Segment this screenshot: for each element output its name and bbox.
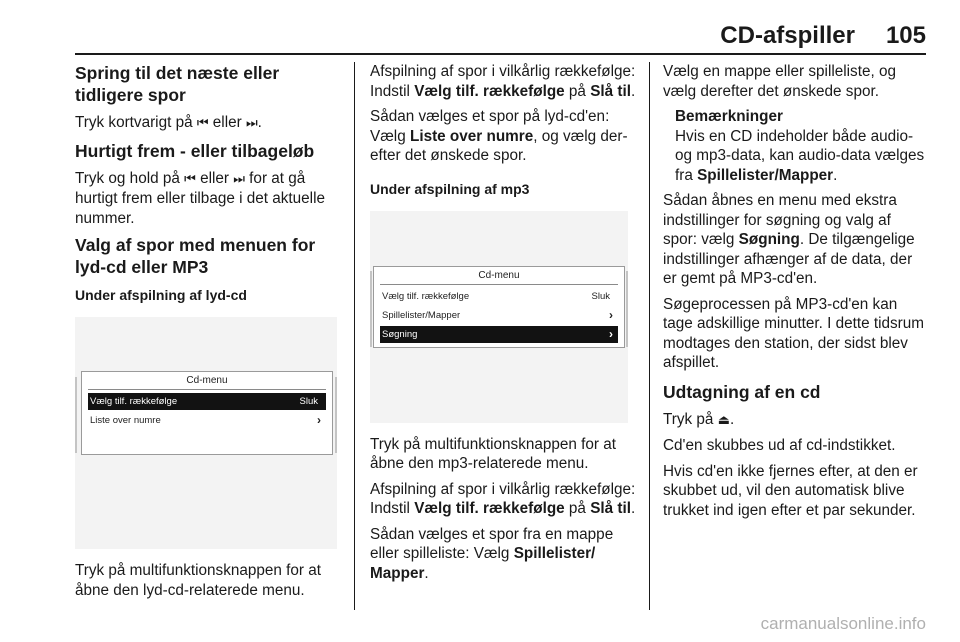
term: Spillelister/Mapper [697,166,834,184]
text: . [257,114,262,131]
column-divider-2 [649,62,650,610]
menu-item-value: Sluk [591,290,610,302]
chevron-right-icon: › [609,307,613,322]
paragraph-cd-ejected: Cd'en skubbes ud af cd-indstikket. [663,437,896,454]
paragraph-open-cd-menu: Tryk på multifunktionsknappen for at åbne den lyd-cd-relaterede menu. [75,562,322,599]
column-divider-1 [354,62,355,610]
note-text [675,127,929,186]
menu-item-label: Vælg tilf. rækkefølge [382,290,470,302]
text: . De tilgængelige indstillinger afhænger af de data, der er gemt på MP3-cd'en. [663,231,915,287]
paragraph-select-from-folder [370,525,638,584]
column-1 [75,62,347,606]
next-track-icon: ⏭ [233,171,245,187]
text: Afspilning af spor i vilkårlig rækkefølge: Indstil [370,480,636,517]
term: Slå til [590,82,631,100]
text: Sådan vælges et spor på lyd-cd'en: Vælg [370,108,610,145]
text: . [833,166,838,184]
heading-eject-cd: Udtagning af en cd [663,381,821,402]
text: eller [208,114,246,131]
menu-item-random-order[interactable] [88,393,326,410]
menu-item-label: Vælg tilf. rækkefølge [90,396,178,407]
header-rule [75,53,926,55]
paragraph-random-mp3 [370,480,638,519]
text: Tryk kortvarigt på [75,114,197,131]
menu-item-label: Spillelister/Mapper [382,309,461,321]
note-block [663,107,929,185]
term: Slå til [590,500,631,517]
term: Søgning [738,231,800,248]
cd-menu-screen [81,371,333,455]
paragraph-eject [663,410,929,431]
heading-skip-track: Spring til det næste eller tidligere spor [75,63,280,105]
text: Sådan åbnes en menu med ekstra indstillinger for søgning og valg af spor: vælg [663,192,897,248]
paragraph-open-mp3-menu: Tryk på multifunktionsknappen for at åbne den mp3-relaterede menu. [370,435,617,472]
column-2 [370,62,638,589]
mp3-menu-screen [373,266,625,348]
page-header [0,0,960,58]
mp3-menu-figure [370,211,628,423]
term: Vælg tilf. rækkefølge [414,82,565,100]
text: Afspilning af spor i vilkårlig rækkefølge: Indstil [370,63,636,100]
term: Vælg tilf. rækkefølge [414,500,565,517]
text: for at gå hurtigt frem eller tilbage i det aktuelle nummer. [75,169,325,227]
figure-frame-right [335,377,337,453]
text: . [631,82,636,100]
cd-menu-figure [75,317,337,549]
column-3 [663,62,929,526]
paragraph-fast-forward [75,169,347,229]
header-title: CD-afspiller [720,22,855,49]
menu-item-random-order[interactable] [380,288,618,305]
page-number: 105 [885,22,926,49]
screen-title: Cd-menu [478,269,520,281]
paragraph-choose-folder: Vælg en mappe eller spilleliste, og vælg derefter det ønskede spor. [663,63,896,100]
figure-frame-left [370,271,372,347]
figure-frame-right [626,271,628,347]
menu-item-label: Liste over numre [90,415,161,426]
heading-during-cd-playback: Under afspilning af lyd-cd [75,287,247,303]
eject-icon: ⏏ [717,412,730,428]
heading-fast-forward: Hurtigt frem - eller tilbageløb [75,140,315,161]
menu-item-playlists-folders[interactable] [380,307,618,324]
paragraph-auto-reload: Hvis cd'en ikke fjernes efter, at den er skubbet ud, vil den automatisk blive trukket ind igen efter et par sekunder. [663,462,918,519]
menu-item-label: Søgning [382,328,418,340]
text: Tryk og hold på [75,169,185,187]
text: eller [195,169,234,187]
text: Hvis en CD indeholder både audio- og mp3-data, kan audio-data vælges fra [675,127,925,184]
term: Liste over numre [409,127,534,145]
note-title: Bemærkninger [675,108,783,125]
text: på [564,82,591,100]
text: . [631,500,636,517]
paragraph-search-duration: Søgeprocessen på MP3-cd'en kan tage adskillige minutter. I dette tidsrum modtages den station, der sidst blev afspillet. [663,295,925,371]
paragraph-skip [75,113,347,134]
next-track-icon: ⏭ [245,116,258,131]
heading-during-mp3-playback: Under afspilning af mp3 [370,180,530,197]
paragraph-search-menu [663,191,929,289]
prev-track-icon: ⏮ [184,171,196,187]
text: Sådan vælges et spor fra en mappe eller spilleliste: Vælg [370,525,614,562]
text: , og vælg derefter det ønskede spor. [370,127,628,164]
screen-divider [380,284,618,285]
prev-track-icon: ⏮ [196,116,209,131]
watermark: carmanualsonline.info [760,614,926,633]
chevron-right-icon: › [317,413,321,427]
menu-item-track-list[interactable] [88,412,326,429]
text: Tryk på [663,410,718,428]
menu-item-value: Sluk [299,396,318,407]
text: på [564,500,591,517]
text: . [424,564,429,582]
text: . [729,410,735,428]
chevron-right-icon: › [609,326,613,341]
term: Spillelister/ Mapper [370,545,596,582]
screen-title: Cd-menu [186,375,228,386]
paragraph-random-cd [370,62,638,101]
paragraph-select-track-cd [370,107,638,166]
heading-menu-select: Valg af spor med menuen for lyd-cd eller MP3 [75,235,316,277]
screen-divider [88,389,326,390]
menu-item-search[interactable] [380,326,618,343]
figure-frame-left [75,377,77,453]
